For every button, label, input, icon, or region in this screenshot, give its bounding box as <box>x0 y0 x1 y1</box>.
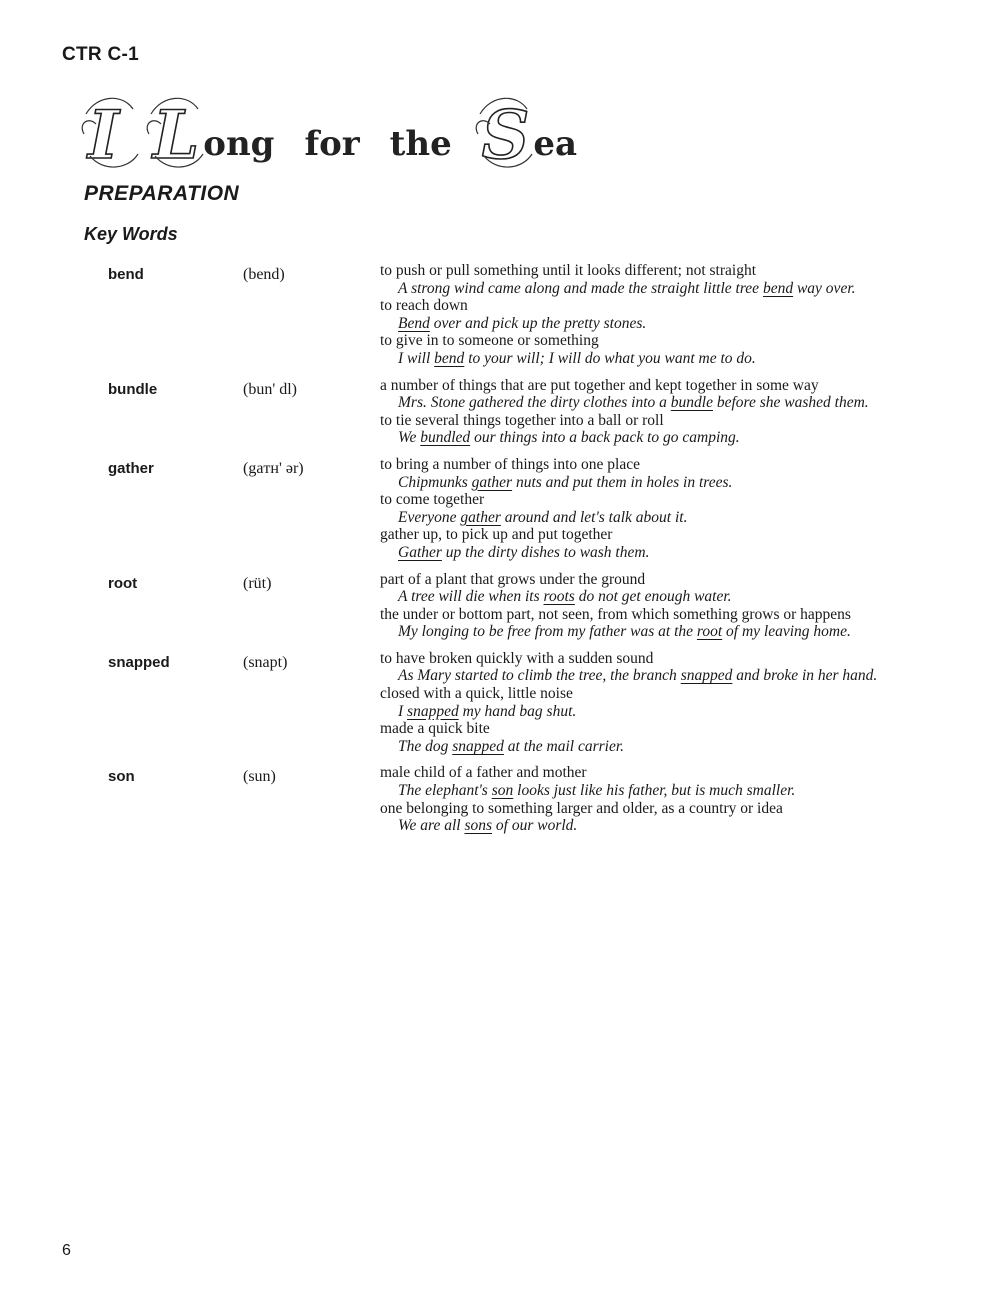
line-text: closed with a quick, little noise <box>380 685 573 703</box>
line-text: around and let's talk about it. <box>500 508 688 526</box>
definitions <box>380 764 940 834</box>
line-text: Chipmunks <box>398 473 472 491</box>
line-text: Mrs. Stone gathered the dirty clothes into a <box>398 394 671 412</box>
underlined-key-word: bundle <box>670 394 713 412</box>
example-sentence <box>380 588 940 606</box>
definition-text <box>380 764 940 782</box>
line-text: looks just like his father, but is much smaller. <box>513 782 796 800</box>
example-sentence <box>380 738 940 756</box>
example-sentence <box>380 782 940 800</box>
definitions <box>380 456 940 562</box>
line-text: part of a plant that grows under the ground <box>380 570 646 588</box>
definition-text <box>380 800 940 818</box>
underlined-key-word: gather <box>460 508 501 526</box>
definition-text <box>380 571 940 589</box>
page-number: 6 <box>62 1242 71 1259</box>
definition-text <box>380 377 940 395</box>
definitions <box>380 571 940 641</box>
line-text: to tie several things together into a ball or roll <box>380 411 664 429</box>
example-sentence <box>380 817 940 835</box>
definition-text <box>380 297 940 315</box>
underlined-key-word: snapped <box>680 667 733 685</box>
key-word-term: son <box>108 768 135 786</box>
line-text: the under or bottom part, not seen, from which something grows or happens <box>380 605 851 623</box>
definition-text <box>380 491 940 509</box>
line-text: We are all <box>398 817 465 835</box>
pronunciation: (gaᴛʜ' ər) <box>243 459 304 477</box>
key-word-entry <box>0 571 1000 641</box>
ornate-initial: S <box>482 100 530 170</box>
definition-text <box>380 526 940 544</box>
underlined-key-word: snapped <box>452 737 504 755</box>
title-word <box>304 124 359 170</box>
title-text: ea <box>533 124 578 164</box>
line-text: I will <box>398 349 435 367</box>
section-subheading: Key Words <box>84 224 178 244</box>
line-text: We <box>398 429 421 447</box>
key-word-term: gather <box>108 459 154 477</box>
underlined-key-word: bundled <box>420 429 471 447</box>
definition-text <box>380 412 940 430</box>
line-text: a number of things that are put together and kept together in some way <box>380 376 819 394</box>
example-sentence <box>380 350 940 368</box>
title-text: the <box>389 124 452 164</box>
key-word-term: snapped <box>108 653 170 671</box>
example-sentence <box>380 703 940 721</box>
pronunciation: (rüt) <box>243 574 272 592</box>
underlined-key-word: snapped <box>407 702 459 720</box>
line-text: My longing to be free from my father was at the <box>398 623 697 641</box>
line-text: do not get enough water. <box>574 588 732 606</box>
key-word-term: root <box>108 574 138 592</box>
definition-text <box>380 262 940 280</box>
key-word-term: bundle <box>108 380 158 398</box>
example-sentence <box>380 474 940 492</box>
line-text: I <box>398 702 408 720</box>
line-text: to have broken quickly with a sudden sound <box>380 649 654 667</box>
definition-text <box>380 685 940 703</box>
pronunciation: (sun) <box>243 768 276 786</box>
definition-text <box>380 650 940 668</box>
key-word-entry <box>0 764 1000 834</box>
underlined-key-word: Bend <box>398 314 430 332</box>
title-word <box>390 124 452 170</box>
line-text: to bring a number of things into one place <box>380 455 640 473</box>
example-sentence <box>380 667 940 685</box>
example-sentence <box>380 429 940 447</box>
example-sentence <box>380 394 940 412</box>
underlined-key-word: root <box>696 623 723 641</box>
line-text: over and pick up the pretty stones. <box>429 314 647 332</box>
line-text: one belonging to something larger and older, as a country or idea <box>380 799 783 817</box>
key-word-term: bend <box>108 266 144 283</box>
key-words-list <box>0 262 1000 844</box>
underlined-key-word: bend <box>762 279 794 297</box>
underlined-key-word: gather <box>471 473 513 491</box>
line-text: to give in to someone or something <box>380 332 599 350</box>
line-text: to your will; I will do what you want me to do. <box>464 349 756 367</box>
underlined-key-word: son <box>491 782 514 800</box>
line-text: gather up, to pick up and put together <box>380 526 613 544</box>
title-text: ong <box>203 124 275 164</box>
key-word-entry <box>0 456 1000 562</box>
definitions <box>380 262 940 368</box>
underlined-key-word: roots <box>543 588 575 606</box>
example-sentence <box>380 509 940 527</box>
line-text: nuts and put them in holes in trees. <box>512 473 733 491</box>
example-sentence <box>380 315 940 333</box>
line-text: As Mary started to climb the tree, the branch <box>398 667 681 685</box>
definition-text <box>380 456 940 474</box>
section-heading: PREPARATION <box>84 182 240 205</box>
line-text: made a quick bite <box>380 720 490 738</box>
underlined-key-word: Gather <box>398 543 442 561</box>
definition-text <box>380 606 940 624</box>
page-title <box>88 90 607 174</box>
definitions <box>380 650 940 756</box>
line-text: our things into a back pack to go camping. <box>470 429 740 447</box>
line-text: of my leaving home. <box>722 623 851 641</box>
ornate-initial: L <box>153 100 199 170</box>
definition-text <box>380 720 940 738</box>
key-word-entry <box>0 262 1000 368</box>
line-text: way over. <box>793 279 856 297</box>
line-text: to come together <box>380 491 485 509</box>
ornate-initial: I <box>88 100 119 170</box>
line-text: Everyone <box>398 508 461 526</box>
example-sentence <box>380 623 940 641</box>
line-text: male child of a father and mother <box>380 764 587 782</box>
line-text: of our world. <box>492 817 578 835</box>
key-word-entry <box>0 650 1000 756</box>
flourish-ornament-icon <box>78 94 148 174</box>
line-text: at the mail carrier. <box>503 737 625 755</box>
line-text: and broke in her hand. <box>732 667 878 685</box>
line-text: to push or pull something until it looks different; not straight <box>380 262 756 279</box>
definitions <box>380 377 940 447</box>
line-text: A strong wind came along and made the straight little tree <box>398 279 763 297</box>
flourish-ornament-icon <box>472 94 542 174</box>
title-word <box>481 96 578 174</box>
line-text: The elephant's <box>398 782 492 800</box>
definition-text <box>380 332 940 350</box>
key-word-entry <box>0 377 1000 447</box>
title-word <box>152 96 275 174</box>
line-text: to reach down <box>380 297 468 315</box>
line-text: before she washed them. <box>712 394 869 412</box>
pronunciation: (bun' dl) <box>243 380 297 398</box>
title-word <box>88 96 123 174</box>
line-text: my hand bag shut. <box>458 702 577 720</box>
underlined-key-word: bend <box>434 349 465 367</box>
pronunciation: (bend) <box>243 266 285 283</box>
line-text: A tree will die when its <box>398 588 544 606</box>
example-sentence <box>380 280 940 298</box>
line-text: up the dirty dishes to wash them. <box>441 543 650 561</box>
pronunciation: (snapt) <box>243 653 288 671</box>
title-text: for <box>304 124 360 164</box>
line-text: The dog <box>398 737 453 755</box>
document-code: CTR C-1 <box>62 44 140 65</box>
example-sentence <box>380 544 940 562</box>
underlined-key-word: sons <box>464 817 493 835</box>
